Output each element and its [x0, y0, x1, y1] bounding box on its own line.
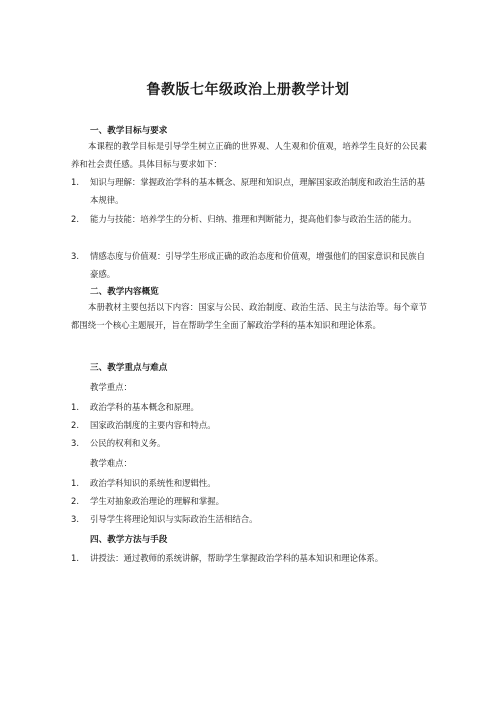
section-content-body: 本册教材主要包括以下内容：国家与公民、政治制度、政治生活、民主与法治等。每个章节都围绕一个核心主题展开，旨在帮助学生全面了解政治学科的基本知识和理论体系。 [71, 302, 427, 330]
section-goals-intro: 本课程的教学目标是引导学生树立正确的世界观、人生观和价值观，培养学生良好的公民素养和社会责任感。具体目标与要求如下： [71, 141, 427, 169]
section-heading-methods: 四、教学方法与手段 [90, 535, 168, 545]
list-number: 3. [71, 251, 79, 261]
list-text: 能力与技能：培养学生的分析、归纳、推理和判断能力，提高他们参与政治生活的能力。 [90, 214, 417, 224]
list-number: 1. [71, 402, 79, 412]
list-text: 国家政治制度的主要内容和特点。 [90, 420, 216, 430]
list-number: 1. [71, 553, 79, 563]
list-item [71, 398, 427, 416]
list-item [71, 173, 427, 209]
list-number: 3. [71, 514, 79, 524]
list-number: 2. [71, 214, 79, 224]
list-text: 讲授法：通过教师的系统讲解，帮助学生掌握政治学科的基本知识和理论体系。 [90, 553, 384, 563]
list-item [71, 510, 427, 528]
list-item [71, 247, 427, 283]
list-item [71, 434, 427, 452]
section-heading-goals: 一、教学目标与要求 [90, 126, 168, 136]
list-text: 公民的权利和义务。 [90, 438, 166, 448]
list-text: 政治学科知识的系统性和逻辑性。 [90, 478, 216, 488]
list-number: 1. [71, 177, 79, 187]
list-number: 1. [71, 478, 79, 488]
list-number: 2. [71, 496, 79, 506]
key-points-label: 教学重点： [90, 382, 132, 392]
list-text: 情感态度与价值观：引导学生形成正确的政治态度和价值观，增强他们的国家意识和民族自豪感。 [90, 251, 425, 279]
document-title: 鲁教版七年级政治上册教学计划 [146, 82, 350, 98]
list-number: 3. [71, 438, 79, 448]
list-text: 学生对抽象政治理论的理解和掌握。 [90, 496, 224, 506]
list-item [71, 549, 427, 567]
list-item [71, 416, 427, 434]
difficulties-label: 教学难点： [90, 458, 132, 468]
list-text: 知识与理解：掌握政治学科的基本概念、原理和知识点，理解国家政治制度和政治生活的基本规律。 [90, 177, 425, 205]
list-number: 2. [71, 420, 79, 430]
list-item [71, 210, 427, 228]
section-heading-key-points: 三、教学重点与难点 [90, 363, 168, 373]
list-text: 政治学科的基本概念和原理。 [90, 402, 199, 412]
list-item [71, 474, 427, 492]
list-item [71, 492, 427, 510]
section-heading-content: 二、教学内容概览 [90, 287, 159, 297]
list-text: 引导学生将理论知识与实际政治生活相结合。 [90, 514, 258, 524]
